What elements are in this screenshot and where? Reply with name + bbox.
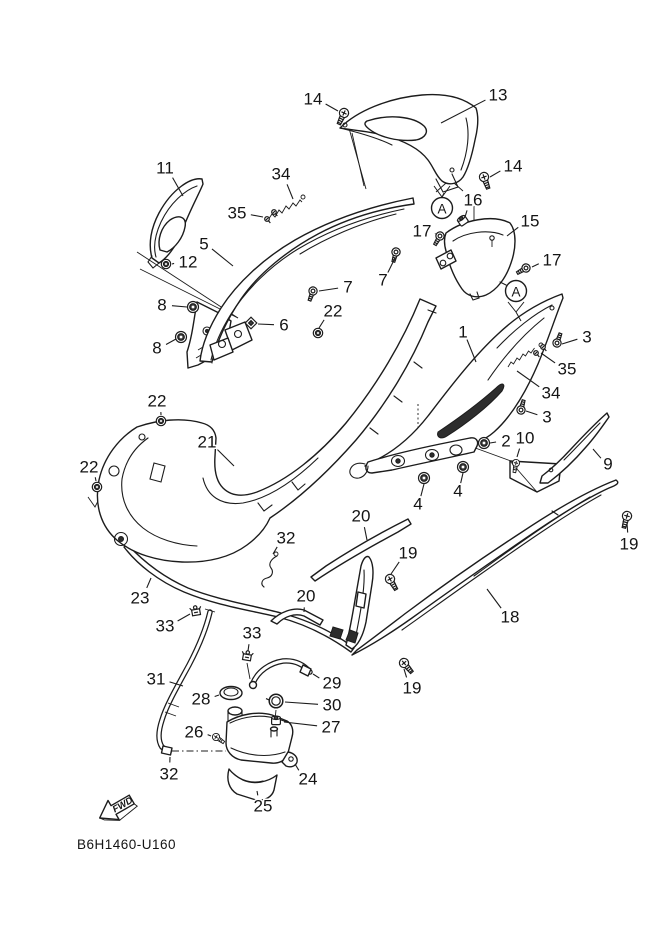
callout-19: 19 (619, 534, 639, 554)
callout-4: 4 (413, 494, 423, 514)
callout-8: 8 (157, 295, 167, 315)
callout-24: 24 (298, 769, 318, 789)
callout-34: 34 (541, 383, 561, 403)
callout-17: 17 (542, 250, 562, 270)
callout-14: 14 (303, 89, 323, 109)
callout-28: 28 (191, 689, 211, 709)
callout-7: 7 (378, 270, 388, 290)
callout-33: 33 (242, 623, 262, 643)
callout-27: 27 (321, 717, 341, 737)
callout-17: 17 (412, 221, 432, 241)
callout-19: 19 (398, 543, 418, 563)
callout-30: 30 (322, 695, 342, 715)
fastener-grommet-icon (188, 302, 199, 313)
callout-33: 33 (155, 616, 175, 636)
callout-35: 35 (557, 359, 577, 379)
callout-21: 21 (197, 432, 217, 452)
fastener-grommet-icon (176, 332, 187, 343)
callout-3: 3 (542, 407, 552, 427)
callout-15: 15 (520, 211, 540, 231)
callout-22: 22 (147, 391, 167, 411)
callout-12: 12 (178, 252, 198, 272)
fastener-nut-icon (272, 716, 281, 725)
ref-marker-letter: A (437, 201, 447, 217)
leader-line-12 (172, 263, 174, 264)
callout-11: 11 (156, 158, 174, 178)
callout-26: 26 (184, 722, 204, 742)
callout-20: 20 (296, 586, 316, 606)
fastener-donut-icon (161, 259, 170, 268)
callout-14: 14 (503, 156, 523, 176)
callout-23: 23 (130, 588, 150, 608)
callout-32: 32 (276, 528, 296, 548)
fastener-grommet-icon (479, 438, 490, 449)
callout-5: 5 (199, 234, 209, 254)
callout-9: 9 (603, 454, 613, 474)
callout-31: 31 (146, 669, 166, 689)
fastener-donut-icon (313, 328, 322, 337)
callout-6: 6 (279, 315, 289, 335)
callout-10: 10 (515, 428, 535, 448)
callout-29: 29 (322, 673, 342, 693)
callout-20: 20 (351, 506, 371, 526)
callout-2: 2 (501, 431, 511, 451)
ref-marker-letter: A (511, 284, 521, 300)
fastener-donut-icon (92, 482, 101, 491)
callout-22: 22 (79, 457, 99, 477)
callout-16: 16 (463, 190, 483, 210)
callout-34: 34 (271, 164, 291, 184)
leader-line-22 (95, 477, 96, 481)
fastener-grommet-icon (419, 473, 430, 484)
fwd-arrow-label: FWD (110, 795, 135, 816)
diagram-code: B6H1460-U160 (77, 837, 177, 852)
part-24-reservoir-tank (226, 713, 297, 767)
callout-22: 22 (323, 301, 343, 321)
callout-7: 7 (343, 277, 353, 297)
callout-18: 18 (500, 607, 520, 627)
fastener-grommet-icon (458, 462, 469, 473)
callout-1: 1 (458, 322, 468, 342)
part-32-clip-b (162, 746, 173, 755)
fastener-donut-icon (156, 416, 165, 425)
callout-25: 25 (253, 796, 273, 816)
callout-19: 19 (402, 678, 422, 698)
callout-8: 8 (152, 338, 162, 358)
callout-13: 13 (488, 85, 508, 105)
callout-35: 35 (227, 203, 247, 223)
callout-3: 3 (582, 327, 592, 347)
callout-32: 32 (159, 764, 179, 784)
callout-4: 4 (453, 481, 463, 501)
leader-line-19 (627, 523, 628, 533)
leader-line-6 (258, 324, 274, 325)
